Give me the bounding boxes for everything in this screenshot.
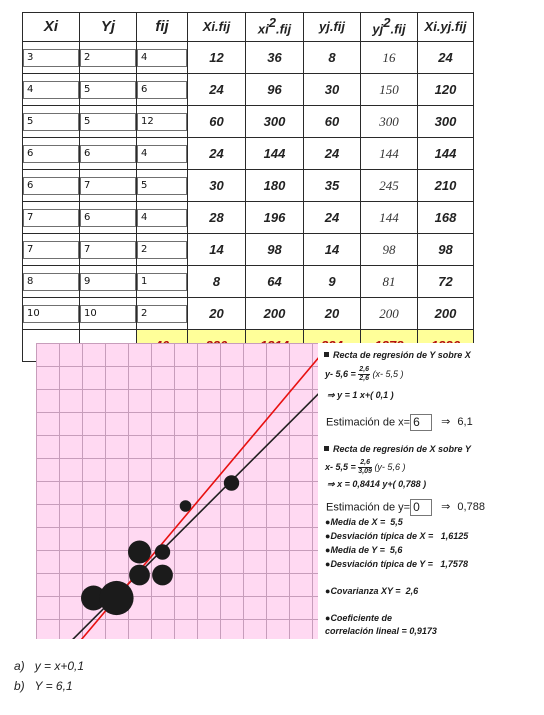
reg-yx-equation: y- 5,6 = $\frac{2,6}{2,6}$ (x- 5,5 ) (325, 366, 404, 382)
cell-y2f: 16 (361, 42, 418, 74)
f-input[interactable]: 1 (137, 273, 187, 291)
cell-yf: 60 (304, 106, 361, 138)
cell-xf: 24 (188, 138, 246, 170)
cell-yf: 30 (304, 74, 361, 106)
cell-x2f: 36 (246, 42, 304, 74)
f-input[interactable]: 6 (137, 81, 187, 99)
reg-xy-fraction: $\frac{2,6}{3,09}$ (358, 459, 372, 475)
x-input[interactable]: 6 (23, 177, 79, 195)
f-input[interactable]: 12 (137, 113, 187, 131)
cell-xyf: 24 (418, 42, 474, 74)
cell-f (137, 138, 188, 170)
implies-arrow-icon: ⇒ (327, 479, 335, 489)
cell-xf: 12 (188, 42, 246, 74)
table-row (23, 202, 474, 234)
stat-correlation: correlación lineal = 0,9173 (325, 626, 437, 636)
x-input[interactable]: 10 (23, 305, 79, 323)
graph-canvas (36, 343, 318, 639)
f-input[interactable]: 2 (137, 305, 187, 323)
data-point (99, 581, 133, 615)
y-input[interactable]: 7 (80, 177, 136, 195)
cell-f (137, 202, 188, 234)
cell-xyf: 168 (418, 202, 474, 234)
header-yj2-fij: $yj^2.fij$ (361, 13, 418, 42)
answer-b: b) Y = 6,1 (14, 679, 73, 693)
cell-x2f: 196 (246, 202, 304, 234)
x-input[interactable]: 5 (23, 113, 79, 131)
cell-f (137, 74, 188, 106)
cell-xyf: 200 (418, 298, 474, 330)
x-input[interactable]: 6 (23, 145, 79, 163)
header-yj: Yj (80, 13, 137, 42)
table-row (23, 138, 474, 170)
cell-y (80, 74, 137, 106)
cell-x2f: 96 (246, 74, 304, 106)
header-xi-yj-fij: Xi.yj.fij (418, 13, 474, 42)
x-input[interactable]: 7 (23, 241, 79, 259)
stat-sd-y: ●Desviación típica de Y = 1,7578 (325, 559, 468, 569)
cell-y2f: 144 (361, 202, 418, 234)
x-input[interactable]: 3 (23, 49, 79, 67)
y-input[interactable]: 7 (80, 241, 136, 259)
reg-xy-equation: x- 5,5 = $\frac{2,6}{3,09}$ (y- 5,6 ) (325, 459, 406, 475)
cell-yf: 8 (304, 42, 361, 74)
y-input[interactable]: 9 (80, 273, 136, 291)
cell-xf: 8 (188, 266, 246, 298)
cell-yf: 20 (304, 298, 361, 330)
cell-yf: 14 (304, 234, 361, 266)
estimation-y-input[interactable]: 0 (410, 499, 432, 516)
cell-yf: 24 (304, 138, 361, 170)
cell-y2f: 245 (361, 170, 418, 202)
regression-line-x-on-y (36, 352, 318, 639)
stat-covariance: ●Covarianza XY = 2,6 (325, 586, 419, 596)
cell-x (23, 42, 80, 74)
cell-f (137, 298, 188, 330)
bullet-icon: ● (325, 559, 331, 569)
cell-yf: 35 (304, 170, 361, 202)
cell-xyf: 144 (418, 138, 474, 170)
bullet-icon: ● (325, 531, 331, 541)
bullet-icon: ● (325, 613, 331, 623)
f-input[interactable]: 5 (137, 177, 187, 195)
cell-xf: 20 (188, 298, 246, 330)
regression-line-y-on-x (36, 389, 318, 639)
cell-y (80, 42, 137, 74)
cell-xf: 28 (188, 202, 246, 234)
cell-x (23, 74, 80, 106)
table-row (23, 42, 474, 74)
answer-a: a) y = x+0,1 (14, 659, 85, 673)
f-input[interactable]: 4 (137, 209, 187, 227)
cell-y (80, 298, 137, 330)
stat-sd-x: ●Desviación típica de X = 1,6125 (325, 531, 469, 541)
cell-y (80, 170, 137, 202)
bullet-icon: ● (325, 545, 331, 555)
x-input[interactable]: 4 (23, 81, 79, 99)
cell-f (137, 42, 188, 74)
cell-xf: 60 (188, 106, 246, 138)
cell-x (23, 202, 80, 234)
cell-x (23, 106, 80, 138)
header-fij: fij (137, 13, 188, 42)
cell-xf: 14 (188, 234, 246, 266)
cell-x (23, 298, 80, 330)
y-input[interactable]: 6 (80, 145, 136, 163)
y-input[interactable]: 10 (80, 305, 136, 323)
cell-xf: 24 (188, 74, 246, 106)
header-yj-fij: yj.fij (304, 13, 361, 42)
square-bullet-icon (324, 352, 329, 357)
reg-xy-title: Recta de regresión de X sobre Y (324, 444, 471, 454)
cell-f (137, 170, 188, 202)
data-point (152, 565, 173, 586)
cell-x (23, 138, 80, 170)
cell-y2f: 81 (361, 266, 418, 298)
cell-x2f: 64 (246, 266, 304, 298)
x-input[interactable]: 7 (23, 209, 79, 227)
cell-x (23, 170, 80, 202)
cell-f (137, 106, 188, 138)
table-row (23, 234, 474, 266)
cell-y (80, 138, 137, 170)
cell-y2f: 150 (361, 74, 418, 106)
cell-xyf: 98 (418, 234, 474, 266)
cell-xyf: 120 (418, 74, 474, 106)
y-input[interactable]: 6 (80, 209, 136, 227)
y-input[interactable]: 2 (80, 49, 136, 67)
reg-yx-title: Recta de regresión de Y sobre X (324, 350, 471, 360)
header-xi: Xi (23, 13, 80, 42)
data-point (224, 475, 239, 490)
regression-panel (318, 343, 498, 639)
data-point (129, 565, 150, 586)
cell-xyf: 210 (418, 170, 474, 202)
cell-y2f: 300 (361, 106, 418, 138)
stat-correlation-label: ●Coeficiente de (325, 613, 392, 623)
cell-yf: 9 (304, 266, 361, 298)
cell-y (80, 234, 137, 266)
stat-mean-x: ●Media de X = 5,5 (325, 517, 403, 527)
cell-x (23, 266, 80, 298)
table-row (23, 106, 474, 138)
square-bullet-icon (324, 446, 329, 451)
f-input[interactable]: 4 (137, 49, 187, 67)
x-input[interactable]: 8 (23, 273, 79, 291)
cell-xyf: 72 (418, 266, 474, 298)
cell-x2f: 300 (246, 106, 304, 138)
header-xi-fij: Xi.fij (188, 13, 246, 42)
reg-yx-result: ⇒ y = 1 x+( 0,1 ) (327, 390, 394, 400)
cell-xyf: 300 (418, 106, 474, 138)
reg-xy-result: ⇒ x = 0,8414 y+( 0,788 ) (327, 479, 427, 489)
estimation-x-input[interactable]: 6 (410, 414, 432, 431)
header-xi2-fij: $xi^2.fij$ (246, 13, 304, 42)
cell-f (137, 266, 188, 298)
cell-y (80, 266, 137, 298)
estimation-y-row: Estimación de y= 0 ⇒ 0,788 (326, 500, 485, 514)
y-input[interactable]: 5 (80, 113, 136, 131)
data-point (180, 500, 192, 512)
table-row (23, 298, 474, 330)
reg-yx-fraction: $\frac{2,6}{2,6}$ (359, 366, 370, 382)
implies-arrow-icon: ⇒ (441, 501, 451, 514)
cell-y2f: 144 (361, 138, 418, 170)
stat-mean-y: ●Media de Y = 5,6 (325, 545, 403, 555)
f-input[interactable]: 4 (137, 145, 187, 163)
cell-x (23, 234, 80, 266)
cell-f (137, 234, 188, 266)
cell-y (80, 106, 137, 138)
f-input[interactable]: 2 (137, 241, 187, 259)
cell-x2f: 98 (246, 234, 304, 266)
cell-x2f: 144 (246, 138, 304, 170)
data-point (128, 541, 151, 564)
implies-arrow-icon: ⇒ (441, 416, 451, 429)
table-row (23, 74, 474, 106)
y-input[interactable]: 5 (80, 81, 136, 99)
cell-xf: 30 (188, 170, 246, 202)
table-header-row (23, 13, 474, 42)
cell-y (80, 202, 137, 234)
bullet-icon: ● (325, 517, 331, 527)
cell-yf: 24 (304, 202, 361, 234)
data-point (155, 544, 170, 559)
cell-x2f: 200 (246, 298, 304, 330)
bullet-icon: ● (325, 586, 331, 596)
scatter-graph[interactable] (36, 343, 318, 639)
frequency-table (22, 12, 474, 362)
cell-y2f: 200 (361, 298, 418, 330)
estimation-x-row: Estimación de x= 6 ⇒ 6,1 (326, 415, 473, 429)
table-row (23, 266, 474, 298)
cell-x2f: 180 (246, 170, 304, 202)
table-row (23, 170, 474, 202)
implies-arrow-icon: ⇒ (327, 390, 335, 400)
cell-y2f: 98 (361, 234, 418, 266)
